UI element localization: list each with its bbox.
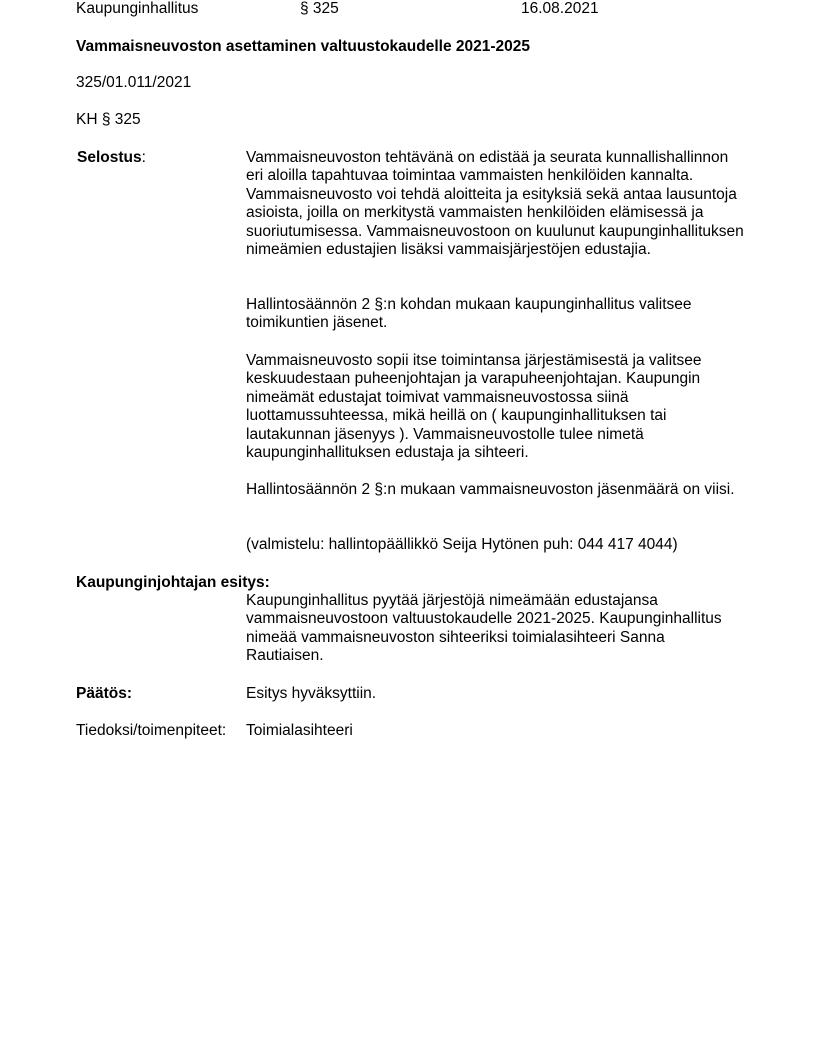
header-date: 16.08.2021 [521, 0, 599, 17]
tiedoksi-label: Tiedoksi/toimenpiteet: [76, 722, 227, 739]
header-body: Kaupunginhallitus [76, 0, 199, 17]
selostus-paragraph-2: Hallintosäännön 2 §:n kohdan mukaan kaupunginhallitus valitsee toimikuntien jäsenet. [246, 296, 692, 332]
selostus-paragraph-1: Vammaisneuvoston tehtävänä on edistää ja seurata kunnallishallinnon eri aloilla tapahtuvaa toimintaa vammaisten henkilöiden kannalta. Vammaisneuvosto voi tehdä aloitteita ja esityksiä sekä antaa lausuntoja asioista, joilla on merkitystä vammaisten henkilöiden elämisessä ja suoriutumisessa. Vammaisneuvostoon on kuulunut kaupunginhallituksen nimeämien edustajien lisäksi vammaisjärjestöjen edustajia. [246, 149, 744, 259]
paatos-label: Päätös: [76, 685, 132, 702]
document-title: Vammaisneuvoston asettaminen valtuustokaudelle 2021-2025 [76, 38, 530, 55]
selostus-label: Selostus [77, 149, 142, 166]
tiedoksi-text: Toimialasihteeri [246, 722, 353, 739]
selostus-paragraph-3: Vammaisneuvosto sopii itse toimintansa järjestämisestä ja valitsee keskuudestaan puheenjohtajan ja varapuheenjohtajan. Kaupungin nimeämät edustajat toimivat vammaisneuvostossa siinä luottamussuhteessa, mikä heillä on ( kaupunginhallituksen tai lautakunnan jäsenyys ). Vammaisneuvostolle tulee nimetä kaupunginhallituksen edustaja ja sihteeri. [246, 352, 702, 462]
record-number: 325/01.011/2021 [76, 74, 192, 91]
selostus-paragraph-4: Hallintosäännön 2 §:n mukaan vammaisneuvoston jäsenmäärä on viisi. [246, 481, 735, 498]
paatos-text: Esitys hyväksyttiin. [246, 685, 377, 702]
selostus-paragraph-5: (valmistelu: hallintopäällikkö Seija Hytönen puh: 044 417 4044) [246, 536, 678, 553]
selostus-label-wrap [77, 149, 146, 167]
selostus-colon: : [141, 149, 146, 166]
header-section: § 325 [300, 0, 339, 17]
esitys-text: Kaupunginhallitus pyytää järjestöjä nimeämään edustajansa vammaisneuvostoon valtuustokaudelle 2021-2025. Kaupunginhallitus nimeää vammaisneuvoston sihteeriksi toimialasihteeri Sanna Rautiaisen. [246, 592, 722, 665]
kh-section: KH § 325 [76, 111, 141, 128]
esitys-label: Kaupunginjohtajan esitys: [76, 574, 270, 591]
